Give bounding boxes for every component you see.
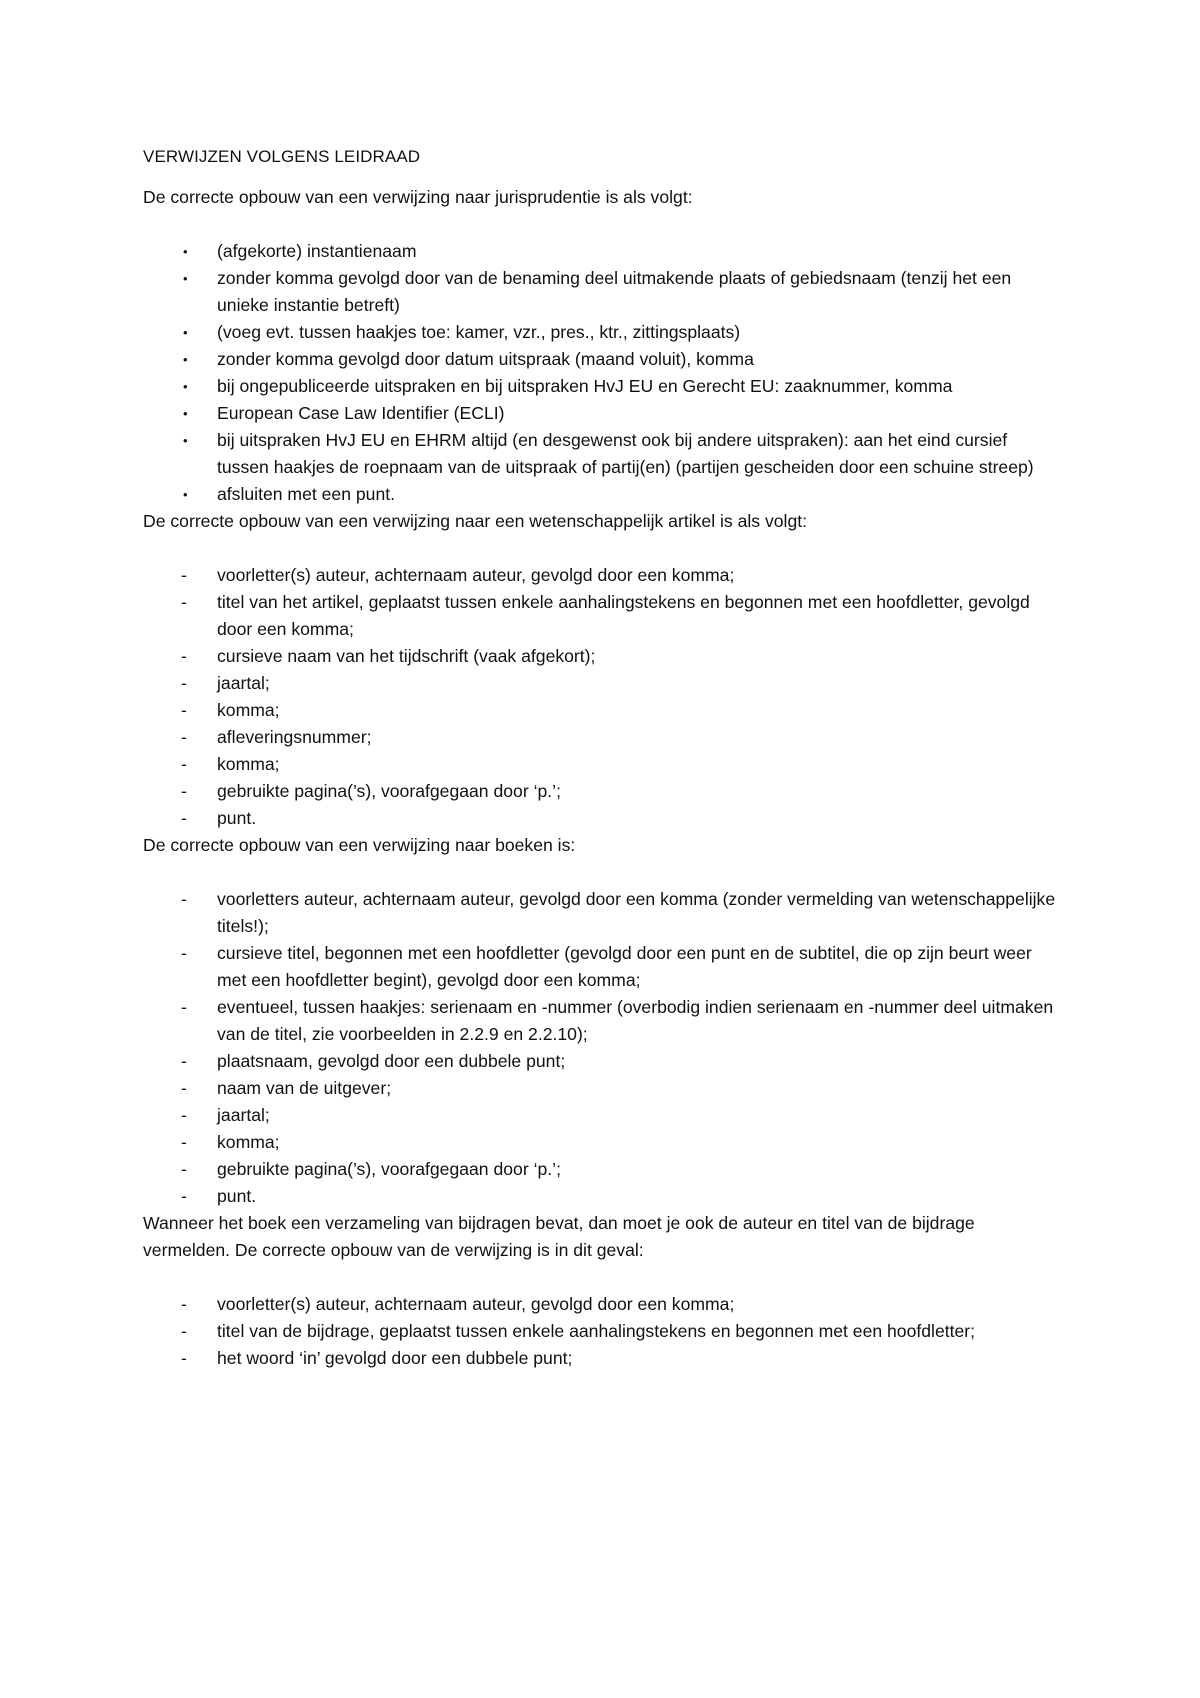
list-item	[143, 940, 1063, 994]
dash-marker: -	[181, 1051, 187, 1071]
list-item-text: afsluiten met een punt.	[217, 484, 396, 504]
boeken-list	[143, 886, 1063, 1210]
jurisprudentie-list	[143, 238, 1063, 508]
list-item-text: afleveringsnummer;	[217, 727, 372, 747]
list-item	[143, 319, 1063, 346]
list-item	[143, 562, 1063, 589]
list-item	[143, 238, 1063, 265]
list-item	[143, 373, 1063, 400]
list-item	[143, 724, 1063, 751]
jurisprudentie-intro: De correcte opbouw van een verwijzing naar jurisprudentie is als volgt:	[143, 187, 693, 207]
dash-marker: -	[181, 1132, 187, 1152]
list-item	[143, 427, 1063, 481]
dash-marker: -	[181, 997, 187, 1017]
list-item-text: cursieve titel, begonnen met een hoofdletter (gevolgd door een punt en de subtitel, die op zijn beurt weer met een hoofdletter begint), gevolgd door een komma;	[217, 943, 1032, 990]
dash-marker: -	[181, 1321, 187, 1341]
list-item-text: (afgekorte) instantienaam	[217, 241, 417, 261]
list-item	[143, 1345, 1063, 1372]
list-item-text: zonder komma gevolgd door van de benaming deel uitmakende plaats of gebiedsnaam (tenzij het een unieke instantie betreft)	[217, 268, 1012, 315]
bullet-marker: •	[183, 433, 188, 448]
bullet-marker: •	[183, 352, 188, 367]
list-item-text: European Case Law Identifier (ECLI)	[217, 403, 505, 423]
list-item	[143, 697, 1063, 724]
bullet-marker: •	[183, 244, 188, 259]
list-item	[143, 778, 1063, 805]
dash-marker: -	[181, 1294, 187, 1314]
dash-marker: -	[181, 808, 187, 828]
list-item-text: eventueel, tussen haakjes: serienaam en -nummer (overbodig indien serienaam en -nummer deel uitmaken van de titel, zie voorbeelden in 2.2.9 en 2.2.10);	[217, 997, 1054, 1044]
dash-marker: -	[181, 781, 187, 801]
list-item-text: (voeg evt. tussen haakjes toe: kamer, vzr., pres., ktr., zittingsplaats)	[217, 322, 741, 342]
list-item-text: voorletter(s) auteur, achternaam auteur, gevolgd door een komma;	[217, 565, 735, 585]
list-item-text: jaartal;	[217, 673, 270, 693]
list-item	[143, 400, 1063, 427]
dash-marker: -	[181, 1159, 187, 1179]
list-item-text: komma;	[217, 700, 280, 720]
list-item	[143, 1102, 1063, 1129]
dash-marker: -	[181, 1105, 187, 1125]
list-item-text: zonder komma gevolgd door datum uitspraak (maand voluit), komma	[217, 349, 754, 369]
boeken-intro: De correcte opbouw van een verwijzing naar boeken is:	[143, 835, 576, 855]
list-item-text: komma;	[217, 1132, 280, 1152]
dash-marker: -	[181, 1078, 187, 1098]
dash-marker: -	[181, 727, 187, 747]
list-item	[143, 1048, 1063, 1075]
bijdragen-intro: Wanneer het boek een verzameling van bijdragen bevat, dan moet je ook de auteur en titel van de bijdrage vermelden. De correcte opbouw van de verwijzing is in dit geval:	[143, 1213, 975, 1260]
list-item-text: voorletters auteur, achternaam auteur, gevolgd door een komma (zonder vermelding van wetenschappelijke titels!);	[217, 889, 1056, 936]
list-item	[143, 643, 1063, 670]
list-item-text: komma;	[217, 754, 280, 774]
list-item	[143, 1075, 1063, 1102]
document-page	[143, 143, 1063, 1372]
dash-marker: -	[181, 754, 187, 774]
list-item	[143, 1291, 1063, 1318]
dash-marker: -	[181, 1186, 187, 1206]
list-item	[143, 265, 1063, 319]
list-item	[143, 1183, 1063, 1210]
list-item	[143, 751, 1063, 778]
list-item	[143, 1318, 1063, 1345]
list-item-text: titel van het artikel, geplaatst tussen enkele aanhalingstekens en begonnen met een hoofdletter, gevolgd door een komma;	[217, 592, 1030, 639]
list-item	[143, 886, 1063, 940]
list-item	[143, 1129, 1063, 1156]
list-item-text: titel van de bijdrage, geplaatst tussen enkele aanhalingstekens en begonnen met een hoofdletter;	[217, 1321, 976, 1341]
bullet-marker: •	[183, 325, 188, 340]
list-item	[143, 805, 1063, 832]
list-item	[143, 481, 1063, 508]
bullet-marker: •	[183, 271, 188, 286]
list-item	[143, 346, 1063, 373]
bullet-marker: •	[183, 487, 188, 502]
list-item-text: bij ongepubliceerde uitspraken en bij uitspraken HvJ EU en Gerecht EU: zaaknummer, komma	[217, 376, 953, 396]
list-item-text: naam van de uitgever;	[217, 1078, 392, 1098]
dash-marker: -	[181, 700, 187, 720]
dash-marker: -	[181, 673, 187, 693]
list-item-text: cursieve naam van het tijdschrift (vaak afgekort);	[217, 646, 596, 666]
dash-marker: -	[181, 565, 187, 585]
list-item-text: plaatsnaam, gevolgd door een dubbele punt;	[217, 1051, 566, 1071]
bullet-marker: •	[183, 379, 188, 394]
dash-marker: -	[181, 646, 187, 666]
list-item-text: punt.	[217, 1186, 257, 1206]
bullet-marker: •	[183, 406, 188, 421]
dash-marker: -	[181, 1348, 187, 1368]
dash-marker: -	[181, 592, 187, 612]
artikel-intro: De correcte opbouw van een verwijzing naar een wetenschappelijk artikel is als volgt:	[143, 511, 808, 531]
list-item	[143, 994, 1063, 1048]
list-item-text: voorletter(s) auteur, achternaam auteur, gevolgd door een komma;	[217, 1294, 735, 1314]
list-item	[143, 670, 1063, 697]
list-item-text: bij uitspraken HvJ EU en EHRM altijd (en desgewenst ook bij andere uitspraken): aan het eind cursief tussen haakjes de roepnaam van de uitspraak of partij(en) (partijen gescheiden door een schuine streep)	[217, 430, 1034, 477]
list-item	[143, 1156, 1063, 1183]
list-item	[143, 589, 1063, 643]
dash-marker: -	[181, 889, 187, 909]
artikel-list	[143, 562, 1063, 832]
list-item-text: jaartal;	[217, 1105, 270, 1125]
list-item-text: gebruikte pagina(’s), voorafgegaan door ‘p.’;	[217, 781, 561, 801]
dash-marker: -	[181, 943, 187, 963]
list-item-text: punt.	[217, 808, 257, 828]
bijdragen-list	[143, 1291, 1063, 1372]
document-title: VERWIJZEN VOLGENS LEIDRAAD	[143, 147, 421, 166]
list-item-text: gebruikte pagina(’s), voorafgegaan door ‘p.’;	[217, 1159, 561, 1179]
list-item-text: het woord ‘in’ gevolgd door een dubbele punt;	[217, 1348, 573, 1368]
